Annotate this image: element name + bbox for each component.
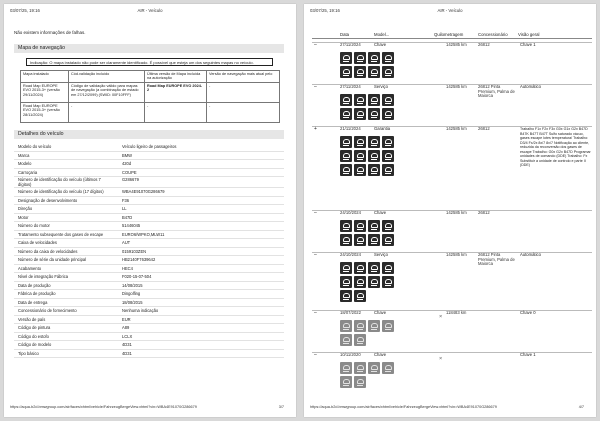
- close-icon: ×: [439, 314, 443, 320]
- spark-status-icon: [368, 164, 380, 176]
- fuel-status-icon: [340, 362, 352, 374]
- detail-label: Tratamento subsequente dos gases de escape: [18, 231, 104, 237]
- detail-label: Fábrica de produção: [18, 291, 56, 296]
- entry-dealer: 26812: [478, 42, 490, 47]
- tyre-status-icon: [354, 66, 366, 78]
- oil-status-icon: [354, 220, 366, 232]
- current-version-cell: -: [207, 82, 280, 102]
- detail-row: [14, 350, 284, 359]
- detail-row: [14, 307, 284, 316]
- table-row: [21, 102, 280, 122]
- history-entry: [312, 210, 592, 248]
- oil-status-icon: [354, 262, 366, 274]
- brake-status-icon: [340, 334, 352, 346]
- entry-model: Chave: [374, 310, 387, 315]
- detail-value: 4D31: [122, 342, 132, 347]
- page-number: 3/7: [278, 405, 284, 409]
- detail-label: Motor: [18, 214, 29, 220]
- oil-status-icon: [354, 136, 366, 148]
- entry-date: 24/10/2024: [340, 252, 361, 257]
- coolant-status-icon: [340, 290, 352, 302]
- detail-label: Concessionário de fornecimento: [18, 308, 77, 313]
- entry-model: Serviço: [374, 252, 388, 257]
- detail-value: COUPE: [122, 169, 137, 175]
- fuel-status-icon: [340, 94, 352, 106]
- table-header-row: [21, 71, 280, 83]
- battery-status-icon: [368, 150, 380, 162]
- detail-row: [14, 177, 284, 188]
- detail-row: [14, 256, 284, 265]
- entry-date: 21/11/2024: [340, 126, 361, 131]
- detail-value: Dingolfing: [122, 291, 141, 296]
- print-date: 03/07/25, 19:16: [10, 8, 40, 13]
- detail-value: G286679: [122, 177, 139, 182]
- page-number: 4/7: [578, 405, 584, 409]
- warning-status-icon: [382, 94, 394, 106]
- inspection-status-icon: [382, 276, 394, 288]
- detail-label: Nível de integração Fábrica: [18, 274, 69, 279]
- oil-status-icon: [354, 320, 366, 332]
- entry-overview: Trabalho F1x F2x F3x G0x G1x G2x B47D B47K B47T B47T Sulfo saturado vácuo, gases escape lotes temperatura/ Trabalho: D3/4 Fx/2x 8x/7 8x/7 Notificação ao cliente, reduzida da reconversão dos gases de escape Trabalho: G0x G2x B47D Programar unidades de comando (DDE) Trabalho: Fx Substituir a unidade de controlo e parte II (DDE): [520, 127, 591, 167]
- detail-label: Código de pintura: [18, 325, 51, 330]
- detail-label: Tipo básico: [18, 350, 39, 356]
- detail-value: AUT: [122, 240, 131, 245]
- brake-status-icon: [340, 376, 352, 388]
- detail-row: [14, 324, 284, 333]
- warning-status-icon: [382, 136, 394, 148]
- detail-row: [14, 265, 284, 274]
- detail-label: Número do motor: [18, 223, 50, 228]
- detail-label: Modelo do veículo: [18, 144, 52, 149]
- battery-status-icon: [368, 108, 380, 120]
- detail-value: HB2140F7639642: [122, 257, 156, 262]
- tyre-status-icon: [354, 334, 366, 346]
- detail-row: [14, 205, 284, 214]
- service-status-icon: [368, 220, 380, 232]
- battery-status-icon: [368, 66, 380, 78]
- entry-dealer: 26812: [478, 210, 490, 215]
- service-status-icon: [368, 320, 380, 332]
- history-entry: [312, 126, 592, 206]
- filter-status-icon: [354, 290, 366, 302]
- oil-status-icon: [354, 362, 366, 374]
- fuel-status-icon: [340, 136, 352, 148]
- service-status-icon: [368, 262, 380, 274]
- service-status-icon: [368, 94, 380, 106]
- detail-label: Número de série da unidade principal: [18, 257, 87, 262]
- entry-overview: Automático: [520, 252, 541, 257]
- exhaust-status-icon: [382, 164, 394, 176]
- brake-status-icon: [340, 150, 352, 162]
- detail-row: [14, 316, 284, 325]
- detail-row: [14, 239, 284, 248]
- detail-row: [14, 222, 284, 231]
- detail-row: [14, 299, 284, 308]
- detail-row: [14, 248, 284, 257]
- detail-label: Número de identificação do veículo (últimos 7 dígitos): [18, 177, 101, 187]
- warning-status-icon: [382, 320, 394, 332]
- current-version-cell: -: [207, 102, 280, 122]
- detail-value: LCLX: [122, 333, 133, 339]
- entry-date: 27/11/2024: [340, 42, 361, 47]
- column-header-dealer: Concessionário: [478, 32, 508, 37]
- detail-label: Marca: [18, 152, 30, 158]
- battery-status-icon: [368, 276, 380, 288]
- detail-row: [14, 341, 284, 350]
- entry-date: 18/07/2022: [340, 310, 361, 315]
- detail-row: [14, 169, 284, 178]
- detail-value: 4D31: [122, 350, 132, 356]
- detail-value: EURO6/WPKO,MLW11: [122, 231, 165, 237]
- detail-row: [14, 197, 284, 206]
- footer-url: https://aqua-b2d.bmwgroup.com/air/faces/xhtml/vehicle/FahrzeugBergeView.xhtml?vin=WBA4E91070G286679: [10, 405, 197, 409]
- detail-label: Código do estofo: [18, 333, 49, 339]
- detail-value: EUR: [122, 316, 131, 322]
- detail-value: Veículo ligeiro de passageiros: [122, 144, 177, 149]
- nav-map-section-title: Mapa de navegação: [14, 44, 284, 53]
- detail-value: 0159103ZEN: [122, 248, 147, 254]
- detail-label: Número de identificação do veículo (17 dígitos): [18, 189, 104, 194]
- page-header: [10, 8, 290, 16]
- detail-value: HEC4: [122, 265, 133, 271]
- fuel-status-icon: [340, 262, 352, 274]
- inspection-status-icon: [382, 234, 394, 246]
- document-page-left: [4, 4, 296, 417]
- row-marker: +: [314, 126, 317, 132]
- detail-value: WBA4E91070G286679: [122, 189, 165, 194]
- detail-row: [14, 214, 284, 223]
- detail-label: Direção: [18, 206, 33, 211]
- detail-label: Data de entrega: [18, 299, 48, 305]
- filter-status-icon: [354, 164, 366, 176]
- column-header-model: Model...: [374, 32, 390, 37]
- service-status-icon: [368, 362, 380, 374]
- service-status-icon: [368, 136, 380, 148]
- history-entry: [312, 252, 592, 306]
- history-entry: [312, 352, 592, 394]
- entry-km: 142585 km: [446, 42, 467, 47]
- detail-value: 51446045: [122, 223, 141, 228]
- print-date: 03/07/25, 19:16: [310, 8, 340, 13]
- nav-map-table: [20, 70, 280, 123]
- inspection-status-icon: [382, 66, 394, 78]
- detail-value: 420d: [122, 161, 132, 166]
- detail-label: Número da caixa de velocidades: [18, 248, 78, 254]
- entry-overview: Chave 0: [520, 310, 536, 315]
- detail-value: 14/08/2015: [122, 282, 143, 288]
- tyre-status-icon: [354, 108, 366, 120]
- row-marker: –: [314, 352, 317, 358]
- history-entry: [312, 84, 592, 122]
- tyre-status-icon: [354, 376, 366, 388]
- entry-model: Chave: [374, 352, 387, 357]
- document-page-right: [304, 4, 596, 417]
- footer-url: https://aqua-b2d.bmwgroup.com/air/faces/xhtml/vehicle/FahrzeugBergeView.xhtml?vin=WBA4E91070G286679: [310, 405, 497, 409]
- detail-value: A89: [122, 325, 130, 330]
- warning-status-icon: [382, 52, 394, 64]
- history-entry: [312, 310, 592, 348]
- entry-km: 142585 km: [446, 126, 467, 131]
- row-marker: –: [314, 210, 317, 216]
- detail-row: [14, 282, 284, 291]
- detail-row: [14, 290, 284, 299]
- column-header: Cód.validação incluído: [69, 71, 145, 83]
- fuel-status-icon: [340, 320, 352, 332]
- detail-label: Designação de desenvolvimento: [18, 197, 78, 203]
- detail-label: Carroçaria: [18, 169, 38, 175]
- detail-label: Caixa de velocidades: [18, 240, 57, 245]
- detail-value: F36: [122, 197, 130, 203]
- fault-message: Não existem informações de falhas.: [14, 30, 86, 35]
- column-header-date: Data: [340, 32, 350, 37]
- detail-row: [14, 152, 284, 161]
- entry-dealer: 26812: [478, 126, 490, 131]
- entry-km: 142585 km: [446, 84, 467, 89]
- tyre-status-icon: [354, 276, 366, 288]
- detail-row: [14, 143, 284, 152]
- battery-status-icon: [368, 234, 380, 246]
- history-table-header: [312, 31, 592, 39]
- entry-date: 27/11/2024: [340, 84, 361, 89]
- code-cell: -: [69, 102, 145, 122]
- page-title: AIR - Veículo: [137, 8, 163, 13]
- entry-km: 142585 km: [446, 252, 467, 257]
- warning-status-icon: [382, 262, 394, 274]
- fuel-status-icon: [340, 220, 352, 232]
- detail-value: LL: [122, 206, 127, 211]
- oil-status-icon: [354, 52, 366, 64]
- map-cell: Road Map EUROPE EVO 2015-3+ (versão 29/11/2024): [21, 82, 69, 102]
- entry-km: 142585 km: [446, 210, 467, 215]
- entry-model: Serviço: [374, 84, 388, 89]
- detail-label: Acabamento: [18, 265, 41, 271]
- table-row: [21, 82, 280, 102]
- column-header: Versão de navegação mais atual pelo: [207, 71, 280, 83]
- entry-dealer: 26812 Pinta Premium, Palma de Maiorca: [478, 252, 515, 267]
- detail-label: Data de produção: [18, 282, 51, 288]
- code-cell: Código de validação válido para mapas de navegação (a combinação de estado em 27/12/2099) (SWID: 00F10FFF): [69, 82, 145, 102]
- detail-label: Versão de país: [18, 316, 46, 322]
- detail-row: [14, 333, 284, 342]
- entry-overview: Chave 1: [520, 352, 536, 357]
- entry-model: Chave: [374, 210, 387, 215]
- detail-row: [14, 188, 284, 197]
- detail-label: Modelo: [18, 161, 32, 166]
- vehicle-details-section-title: Detalhes do veículo: [14, 130, 284, 139]
- tyre-status-icon: [354, 234, 366, 246]
- detail-row: [14, 231, 284, 240]
- close-icon: ×: [439, 356, 443, 362]
- detail-row: [14, 273, 284, 282]
- entry-overview: Automático: [520, 84, 541, 89]
- inspection-status-icon: [382, 108, 394, 120]
- entry-date: 10/11/2020: [340, 352, 361, 357]
- detail-row: [14, 160, 284, 169]
- entry-date: 24/10/2024: [340, 210, 361, 215]
- row-marker: –: [314, 310, 317, 316]
- entry-overview: Chave 1: [520, 42, 536, 47]
- nav-map-note: Indicação: O mapa instalado não pode ser claramente identificado. É possível que esteja um dos seguintes mapas no veículo.: [26, 58, 273, 66]
- entry-km: 118483 km: [446, 310, 467, 315]
- entry-model: Chave: [374, 42, 387, 47]
- detail-value: B47D: [122, 214, 133, 220]
- row-marker: –: [314, 252, 317, 258]
- warning-status-icon: [382, 220, 394, 232]
- latest-map-cell: Road Map EUROPE EVO 2024-2: [145, 82, 207, 102]
- brake-status-icon: [340, 276, 352, 288]
- history-entry: [312, 42, 592, 80]
- column-header-overview: Visão geral: [518, 32, 540, 37]
- latest-map-cell: -: [145, 102, 207, 122]
- oil-status-icon: [354, 94, 366, 106]
- column-header: Mapa instalado: [21, 71, 69, 83]
- row-marker: –: [314, 84, 317, 90]
- warning-status-icon: [382, 362, 394, 374]
- detail-value: F020-15-07-504: [122, 274, 152, 279]
- column-header: Última versão de Mapa incluída na autorização: [145, 71, 207, 83]
- brake-status-icon: [340, 66, 352, 78]
- brake-status-icon: [340, 234, 352, 246]
- page-title: AIR - Veículo: [437, 8, 463, 13]
- detail-label: Código de modelo: [18, 342, 52, 347]
- vehicle-details-list: [14, 143, 284, 358]
- coolant-status-icon: [340, 164, 352, 176]
- detail-value: 18/08/2015: [122, 299, 143, 305]
- column-header-mileage: Quilometragem: [434, 32, 464, 37]
- detail-value: Nenhuma indicação: [122, 308, 159, 313]
- entry-dealer: 26812 Pinta Premium, Palma de Maiorca: [478, 84, 515, 99]
- entry-model: Garantia: [374, 126, 391, 131]
- service-status-icon: [368, 52, 380, 64]
- page-footer: [10, 405, 290, 412]
- map-cell: Road Map EUROPE EVO 2015-3+ (versão 28/11/2024): [21, 102, 69, 122]
- inspection-status-icon: [382, 150, 394, 162]
- detail-value: BMW: [122, 152, 133, 158]
- tyre-status-icon: [354, 150, 366, 162]
- page-header: [310, 8, 590, 16]
- fuel-status-icon: [340, 52, 352, 64]
- page-footer: [310, 405, 590, 412]
- brake-status-icon: [340, 108, 352, 120]
- row-marker: –: [314, 42, 317, 48]
